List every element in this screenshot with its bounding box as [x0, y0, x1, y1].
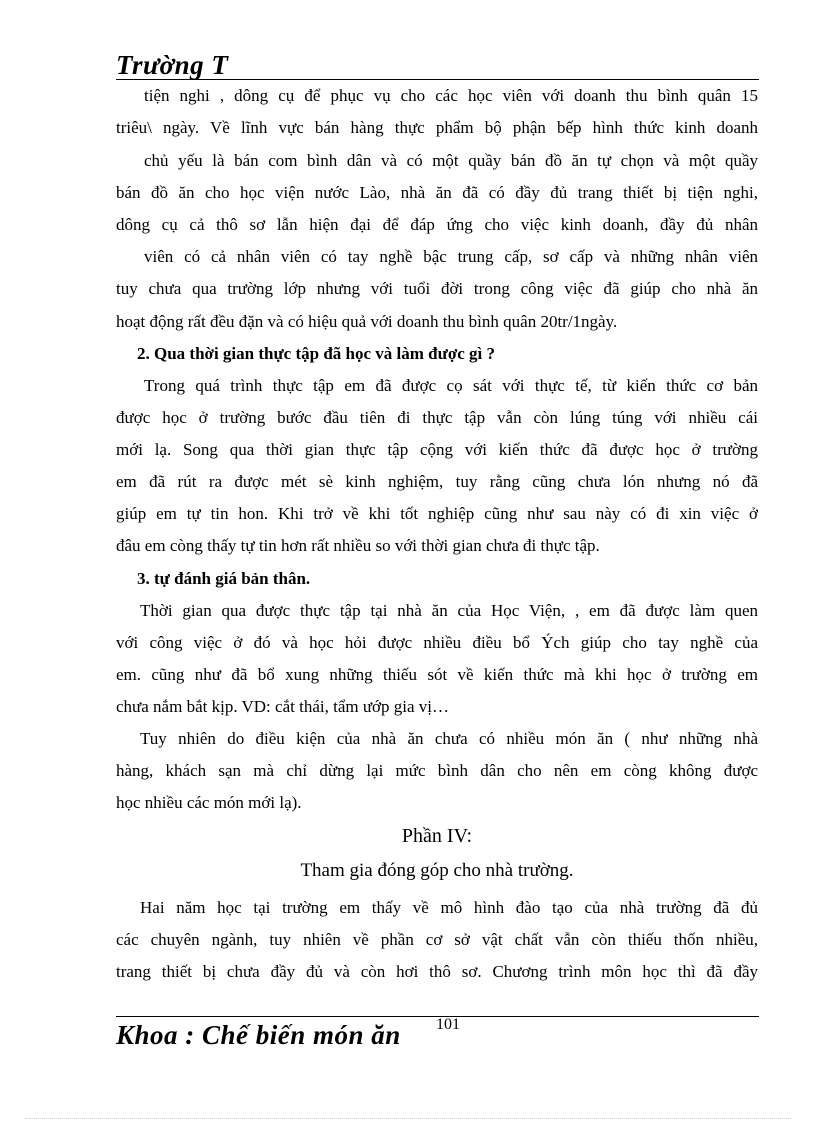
text-line: Hai năm học tại trường em thấy về mô hình đào tạo của nhà trường đã đủ	[140, 898, 758, 917]
footer-title: Khoa : Chế biến món ăn	[116, 1020, 401, 1050]
text-line: chủ yếu là bán com bình dân và có một quầy bán đồ ăn tự chọn và một quầy	[144, 151, 758, 170]
part-subtitle: Tham gia đóng góp cho nhà trường.	[300, 860, 574, 881]
text-line: dông cụ cả thô sơ lẫn hiện đại để đáp ứng cho việc kinh doanh, đầy đủ nhân	[116, 215, 758, 234]
text-line: Trong quá trình thực tập em đã được cọ sát với thực tế, từ kiến thức cơ bản	[144, 376, 758, 395]
section-heading: 2. Qua thời gian thực tập đã học và làm được gì ?	[137, 344, 496, 363]
page-bottom-edge	[25, 1118, 791, 1119]
text-line: tiện nghi , dông cụ để phục vụ cho các học viên với doanh thu bình quân 15	[144, 86, 758, 105]
text-line: chưa nắm bắt kịp. VD: cắt thái, tẩm ướp gia vị…	[116, 697, 450, 716]
text-line: được học ở trường bước đầu tiên đi thực tập vẫn còn lúng túng với nhiều cái	[116, 408, 758, 427]
text-line: Thời gian qua được thực tập tại nhà ăn của Học Viện, , em đã được làm quen	[140, 601, 758, 620]
text-line: đâu em còng thấy tự tin hơn rất nhiều so với thời gian chưa đi thực tập.	[116, 536, 600, 555]
text-line: hoạt động rất đều đặn và có hiệu quả với doanh thu bình quân 20tr/1ngày.	[116, 312, 618, 331]
header-divider	[116, 79, 759, 80]
text-line: trang thiết bị chưa đầy đủ và còn hơi thô sơ. Chương trình môn học thì đã đầy	[116, 962, 758, 981]
text-line: giúp em tự tin hon. Khi trở về khi tốt nghiệp cũng như sau này có đi xin việc ở	[116, 504, 758, 523]
header-title: Trường T	[116, 50, 229, 80]
section-heading: 3. tự đánh giá bản thân.	[137, 569, 311, 588]
text-line: học nhiều các món mới lạ).	[116, 793, 302, 812]
page-number: 101	[436, 1016, 460, 1033]
text-line: em. cũng như đã bổ xung những thiếu sót về kiến thức mà khi học ở trường em	[116, 665, 758, 684]
text-line: Tuy nhiên do điều kiện của nhà ăn chưa có nhiều món ăn ( như những nhà	[140, 729, 758, 748]
text-line: viên có cả nhân viên có tay nghề bậc trung cấp, sơ cấp và những nhân viên	[144, 247, 758, 266]
text-line: tuy chưa qua trường lớp nhưng với tuổi đời trong công việc đã giúp cho nhà ăn	[116, 279, 758, 298]
text-line: mới lạ. Song qua thời gian thực tập cộng với kiến thức đã được học ở trường	[116, 440, 758, 459]
text-line: hàng, khách sạn mà chỉ dừng lại mức bình dân cho nên em còng không được	[116, 761, 758, 780]
part-title: Phần IV:	[401, 825, 473, 847]
text-line: bán đồ ăn cho học viện nước Lào, nhà ăn đã có đầy đủ trang thiết bị tiện nghi,	[116, 183, 758, 202]
text-line: em đã rút ra được mét sè kinh nghiệm, tuy rằng cũng chưa lón nhưng nó đã	[116, 472, 758, 491]
text-line: với công việc ở đó và học hỏi được nhiều điều bổ Ých giúp cho tay nghề của	[116, 633, 758, 652]
text-line: triêu\ ngày. Về lĩnh vực bán hàng thực phẩm bộ phận bếp hình thức kinh doanh	[116, 118, 758, 137]
text-line: các chuyên ngành, tuy nhiên về phần cơ sở vật chất vẫn còn thiếu thốn nhiều,	[116, 930, 758, 949]
